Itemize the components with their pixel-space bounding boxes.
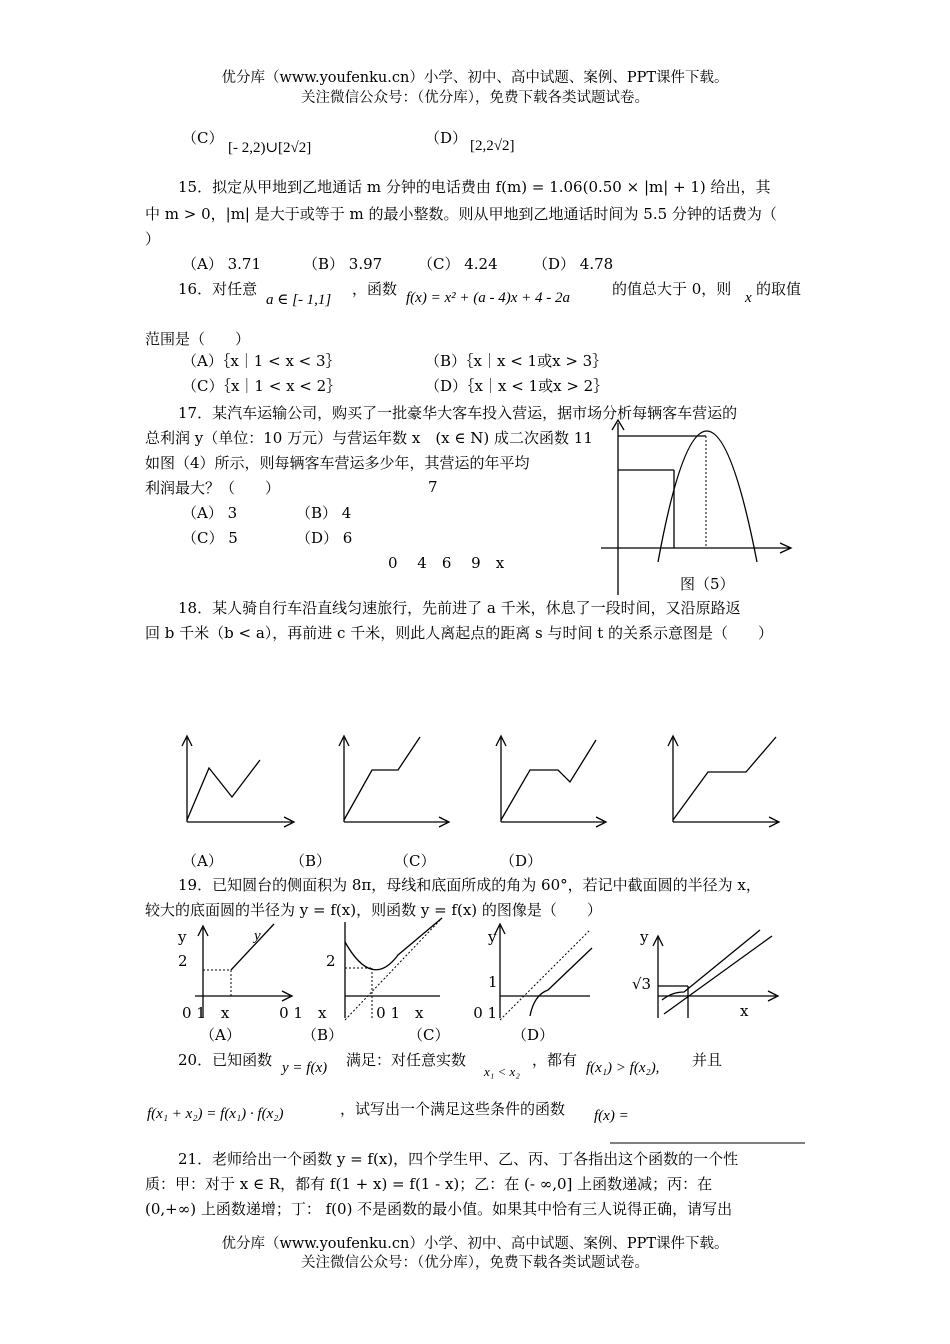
q17-option-c: （C） 5 xyxy=(182,529,238,547)
q20-answer-blank: f(x) = xyxy=(594,1108,629,1124)
q16-line-1g: 的取值 xyxy=(756,280,802,298)
q18-label-b: （B） xyxy=(290,852,332,870)
q20-line-1c: 满足：对任意实数 xyxy=(346,1051,467,1069)
q15-line-1: 15．拟定从甲地到乙地通话 m 分钟的电话费由 f(m) = 1.06(0.50 × |m| + 1) 给出，其 xyxy=(178,178,771,196)
q17-figure-caption: 图（5） xyxy=(680,575,735,593)
q17-axis-labels: 0 4 6 9 x xyxy=(388,554,505,572)
q19-c-ylabel: y xyxy=(488,928,497,946)
q15-line-2: 中 m > 0，|m| 是大于或等于 m 的最小整数。则从甲地到乙地通话时间为 5.5 分钟的话费为（ xyxy=(145,205,777,223)
q20-function: y = f(x) xyxy=(282,1060,328,1076)
q19-line-1: 19．已知圆台的侧面积为 8π，母线和底面所成的角为 60°，若记中截面圆的半径为 x， xyxy=(178,876,761,894)
q15-option-a: （A） 3.71 xyxy=(182,255,261,273)
q20-inequality: f(x₁) > f(x₂), xyxy=(586,1060,660,1076)
q17-line-3: 如图（4）所示，则每辆客车营运多少年，其营运的年平均 xyxy=(145,454,530,472)
q16-domain: a ∈ [- 1,1] xyxy=(266,292,332,308)
q21-line-3: (0,+∞) 上函数递增；丁： f(0) 不是函数的最小值。如果其中恰有三人说得正确，请写出 xyxy=(145,1200,733,1218)
q14-option-d-expr: [2,2√2] xyxy=(470,138,515,154)
q16-option-c: （C）｛x｜1 < x < 2｝ xyxy=(182,377,342,395)
q19-a-ylabel: y xyxy=(178,928,187,946)
footer-line-2: 关注微信公众号：（优分库），免费下载各类试题试卷。 xyxy=(301,1255,649,1271)
q19-c-one: 1 xyxy=(488,973,498,991)
footer-line-1: 优分库（www.youfenku.cn）小学、初中、高中试题、案例、PPT课件下载。 xyxy=(221,1236,729,1252)
q16-function: f(x) = x² + (a - 4)x + 4 - 2a xyxy=(406,290,570,306)
q15-option-c: （C） 4.24 xyxy=(418,255,498,273)
q17-line-2: 总利润 y（单位：10 万元）与营运年数 x (x ∈ N) 成二次函数 11 xyxy=(145,429,593,447)
q18-label-c: （C） xyxy=(394,852,436,870)
q20-functional-eq: f(x₁ + x₂) = f(x₁) · f(x₂) xyxy=(147,1106,284,1122)
header-line-2: 关注微信公众号：（优分库），免费下载各类试题试卷。 xyxy=(301,90,649,106)
q19-d-ylabel: y xyxy=(640,928,649,946)
q19-label-a: （A） xyxy=(200,1026,241,1044)
q18-label-a: （A） xyxy=(182,852,223,870)
q16-option-a: （A）｛x｜1 < x < 3｝ xyxy=(182,352,341,370)
header-line-1: 优分库（www.youfenku.cn）小学、初中、高中试题、案例、PPT课件下载。 xyxy=(221,70,729,86)
q19-line-2: 较大的底面圆的半径为 y = f(x)，则函数 y = f(x) 的图像是（ ） xyxy=(145,901,602,919)
q17-option-b: （B） 4 xyxy=(296,504,352,522)
q16-line-1a: 16．对任意 xyxy=(178,280,258,298)
q16-var-x: x xyxy=(745,290,752,306)
q15-option-d: （D） 4.78 xyxy=(533,255,614,273)
q19-label-c: （C） xyxy=(408,1026,450,1044)
q18-label-d: （D） xyxy=(500,852,543,870)
q17-y-mark: 7 xyxy=(428,478,438,496)
q17-line-1: 17．某汽车运输公司，购买了一批豪华大客车投入营运，据市场分析每辆客车营运的 xyxy=(178,404,738,422)
q21-line-1: 21．老师给出一个函数 y = f(x)，四个学生甲、乙、丙、丁各指出这个函数的一个性 xyxy=(178,1150,739,1168)
q15-line-3: ） xyxy=(145,230,161,248)
q19-d-xlabel: x xyxy=(740,1002,749,1020)
q16-line-1e: 的值总大于 0，则 xyxy=(612,280,732,298)
q15-option-b: （B） 3.97 xyxy=(303,255,383,273)
q18-line-1: 18．某人骑自行车沿直线匀速旅行，先前进了 a 千米，休息了一段时间，又沿原路返 xyxy=(178,599,741,617)
q17-option-a: （A） 3 xyxy=(182,504,238,522)
q16-option-b: （B）｛x｜x < 1或x > 3｝ xyxy=(425,352,608,370)
q19-a-curve-label: y xyxy=(254,928,261,944)
q16-line-2: 范围是（ ） xyxy=(145,330,251,348)
q17-option-d: （D） 6 xyxy=(296,529,353,547)
q14-option-c-label: （C） xyxy=(182,129,224,147)
q19-label-b: （B） xyxy=(302,1026,344,1044)
q19-b-two: 2 xyxy=(326,952,336,970)
q16-option-d: （D）｛x｜x < 1或x > 2｝ xyxy=(425,377,609,395)
q20-condition: x₁ < x₂ xyxy=(484,1064,520,1079)
q17-line-4: 利润最大？（ ） xyxy=(145,479,281,497)
q14-option-c-expr: [- 2,2)∪[2√2] xyxy=(228,140,312,156)
q19-a-two: 2 xyxy=(178,952,188,970)
q19-row-labels: 0 1 x 0 1 x 0 1 x 0 1 xyxy=(182,1004,498,1022)
q21-line-2: 质：甲：对于 x ∈ R，都有 f(1 + x) = f(1 - x)；乙：在 (- ∞,0] 上函数递减；丙：在 xyxy=(145,1175,713,1193)
q14-option-d-label: （D） xyxy=(425,129,468,147)
q18-line-2: 回 b 千米（b < a），再前进 c 千米，则此人离起点的距离 s 与时间 t 的关系示意图是（ ） xyxy=(145,624,774,642)
q16-line-1c: ，函数 xyxy=(352,280,398,298)
q20-line-2b: ，试写出一个满足这些条件的函数 xyxy=(340,1100,566,1118)
q20-line-1g: 并且 xyxy=(692,1051,723,1069)
q20-line-1e: ，都有 xyxy=(532,1051,578,1069)
q19-label-d: （D） xyxy=(512,1026,555,1044)
q19-d-sqrt3: √3 xyxy=(632,975,652,993)
q20-line-1a: 20．已知函数 xyxy=(178,1051,273,1069)
